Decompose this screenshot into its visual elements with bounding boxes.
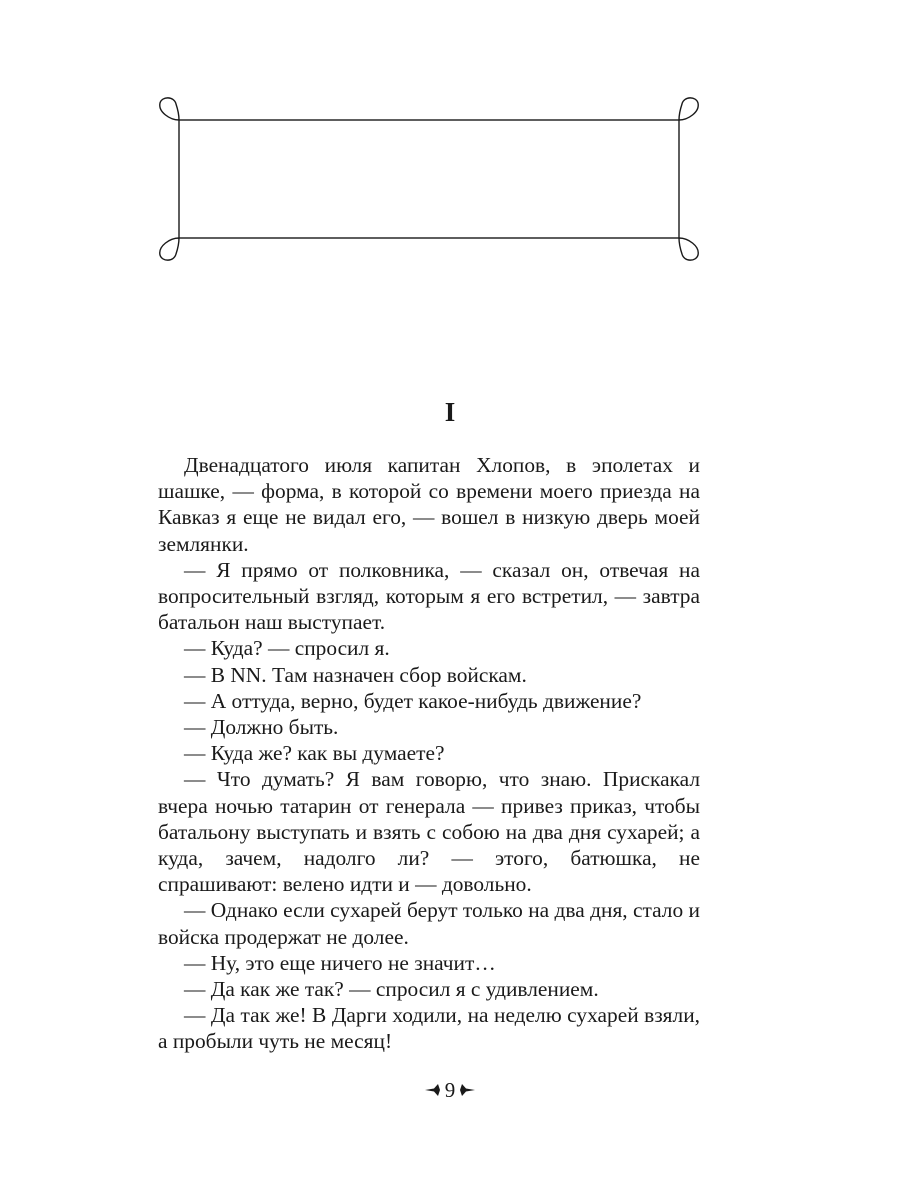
paragraph: — Куда? — спросил я. (184, 636, 390, 661)
corner-loop-top-right (679, 98, 698, 120)
paragraph: — Да так же! В Дарги ходили, на неделю сухарей взяли, а пробыли чуть не месяц! (158, 1003, 700, 1054)
paragraph: Двенадцатого июля капитан Хлопов, в эполетах и шашке, — форма, в которой со времени моего приезда на Кавказ я еще не видал его, — вошел в низкую дверь моей землянки. (158, 453, 700, 556)
paragraph: — Должно быть. (184, 715, 339, 740)
corner-loop-top-left (160, 98, 179, 120)
page-folio (0, 1078, 900, 1102)
paragraph: — Однако если сухарей берут только на два дня, стало и войска продержат не долее. (158, 898, 700, 949)
paragraph: — А оттуда, верно, будет какое-нибудь движение? (184, 688, 642, 713)
paragraph: — Что думать? Я вам говорю, что знаю. Прискакал вчера ночью татарин от генерала — привез приказ, чтобы батальону выступать и взять с собою на два дня сухарей; а куда, зачем, надолго ли? — этого, батюшка, не спрашивают: велено идти и — довольно. (158, 767, 700, 897)
decorative-title-frame (150, 90, 710, 270)
paragraph: — Ну, это еще ничего не значит… (184, 950, 496, 975)
paragraph: — Я прямо от полковника, — сказал он, отвечая на вопросительный взгляд, которым я его встретил, — завтра батальон наш выступает. (158, 557, 700, 635)
corner-loop-bottom-left (160, 238, 179, 260)
body-text (158, 452, 700, 1055)
corner-loop-bottom-right (679, 238, 698, 260)
paragraph: — В NN. Там назначен сбор войскам. (184, 662, 527, 687)
paragraph: — Да как же так? — спросил я с удивлением. (184, 977, 599, 1002)
paragraph: — Куда же? как вы думаете? (184, 741, 445, 766)
ornament-right-icon (457, 1084, 475, 1096)
chapter-number: I (444, 397, 456, 427)
ornament-left-icon (425, 1084, 443, 1096)
page-number: 9 (444, 1078, 456, 1102)
